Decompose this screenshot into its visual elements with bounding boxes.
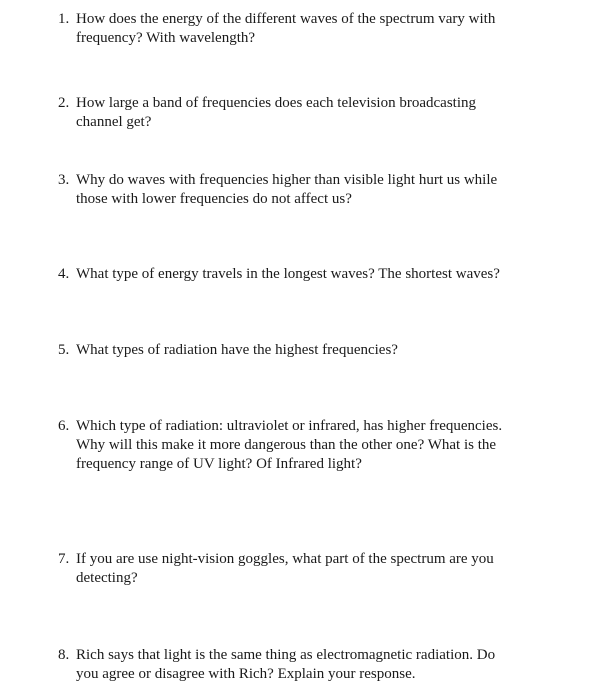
question-line: detecting? [76,570,138,586]
question-number: 2. [58,95,70,111]
question-line: How large a band of frequencies does each television broadcasting [76,95,476,111]
question-number: 7. [58,551,70,567]
question-line: If you are use night-vision goggles, what part of the spectrum are you [76,551,494,567]
question-line: Which type of radiation: ultraviolet or infrared, has higher frequencies. [76,418,503,434]
question-line: channel get? [76,114,152,130]
question-line: Rich says that light is the same thing as electromagnetic radiation. Do [76,647,496,663]
question-3 [58,171,558,209]
question-line: you agree or disagree with Rich? Explain your response. [76,666,416,682]
question-number: 3. [58,172,70,188]
question-4 [58,265,558,284]
question-line: What type of energy travels in the longest waves? The shortest waves? [76,266,500,282]
question-text [76,341,558,360]
question-number: 8. [58,647,70,663]
question-text [76,10,558,48]
question-number: 1. [58,11,70,27]
question-5 [58,341,558,360]
question-7 [58,550,558,588]
question-text [76,417,558,474]
question-line: What types of radiation have the highest frequencies? [76,342,398,358]
question-text [76,171,558,209]
question-line: frequency range of UV light? Of Infrared light? [76,456,362,472]
question-text [76,646,558,684]
question-2 [58,94,558,132]
question-number: 4. [58,266,70,282]
question-6 [58,417,558,474]
question-number: 5. [58,342,70,358]
question-8 [58,646,558,684]
question-text [76,94,558,132]
question-1 [58,10,558,48]
question-line: Why will this make it more dangerous than the other one? What is the [76,437,497,453]
question-number: 6. [58,418,70,434]
question-line: frequency? With wavelength? [76,30,256,46]
question-text [76,265,558,284]
question-line: those with lower frequencies do not affect us? [76,191,352,207]
question-text [76,550,558,588]
question-line: Why do waves with frequencies higher than visible light hurt us while [76,172,498,188]
question-line: How does the energy of the different waves of the spectrum vary with [76,11,496,27]
